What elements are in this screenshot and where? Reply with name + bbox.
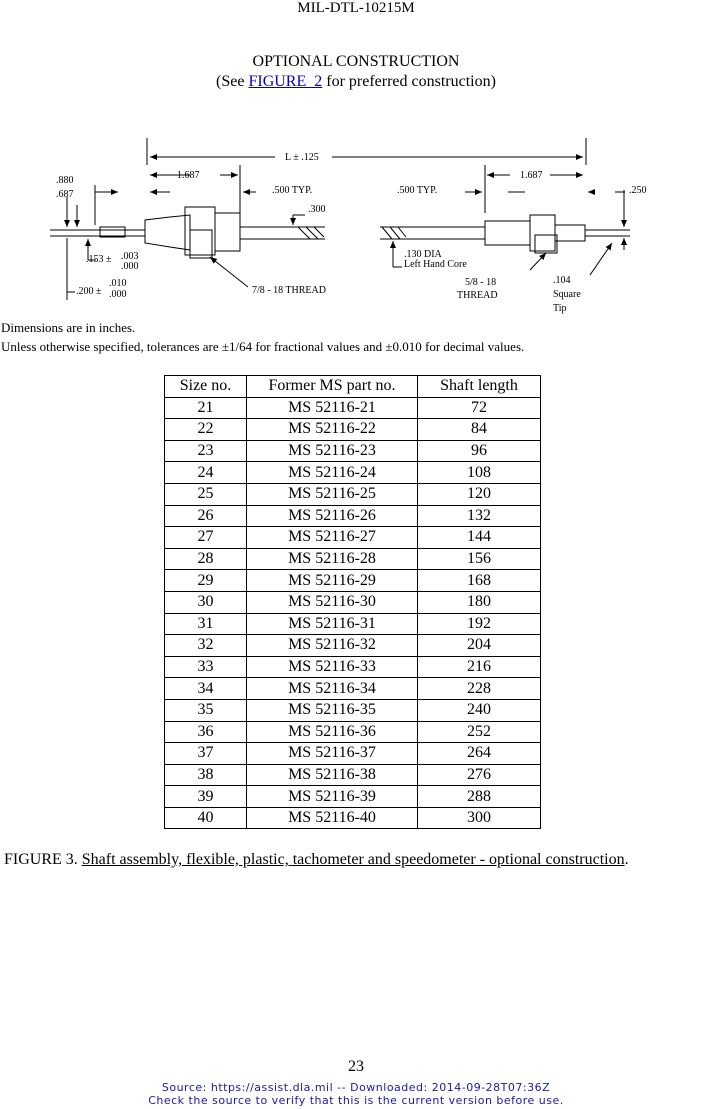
cell-size-no: 34 [165,678,247,700]
table-header-row [165,376,541,398]
source-line-1: Source: https://assist.dla.mil -- Downloaded: 2014-09-28T07:36Z [161,1081,551,1094]
table-row [165,397,541,419]
cell-former-ms-part-no: MS 52116-27 [247,527,418,549]
cell-former-ms-part-no: MS 52116-29 [247,570,418,592]
table-row [165,721,541,743]
cell-shaft-length: 120 [418,483,541,505]
table-row [165,462,541,484]
cell-former-ms-part-no: MS 52116-37 [247,743,418,765]
cell-former-ms-part-no: MS 52116-21 [247,397,418,419]
label-left-length: 1.687 [177,170,200,181]
note-units: Dimensions are in inches. [1,320,136,335]
cell-former-ms-part-no: MS 52116-30 [247,591,418,613]
cell-size-no: 28 [165,548,247,570]
cell-former-ms-part-no: MS 52116-26 [247,505,418,527]
cell-shaft-length: 144 [418,527,541,549]
label-880: .880 [56,175,74,186]
cell-shaft-length: 96 [418,440,541,462]
label-tip-3: Tip [553,303,567,314]
cell-size-no: 26 [165,505,247,527]
cell-former-ms-part-no: MS 52116-28 [247,548,418,570]
label-core-dia: .130 DIA [404,249,442,260]
caption-suffix: . [624,851,629,868]
cell-shaft-length: 240 [418,699,541,721]
cell-size-no: 30 [165,591,247,613]
cell-shaft-length: 72 [418,397,541,419]
cell-size-no: 36 [165,721,247,743]
cell-former-ms-part-no: MS 52116-22 [247,419,418,441]
label-right-length: 1.687 [520,170,543,181]
label-153: .153 ± [86,254,112,265]
cell-size-no: 39 [165,786,247,808]
figure-caption [4,851,629,869]
subheading-suffix: for preferred construction) [322,73,496,90]
table-row [165,699,541,721]
label-250: .250 [629,185,647,196]
cell-former-ms-part-no: MS 52116-36 [247,721,418,743]
table-row [165,786,541,808]
cell-size-no: 25 [165,483,247,505]
cell-former-ms-part-no: MS 52116-40 [247,807,418,829]
cell-shaft-length: 228 [418,678,541,700]
cell-size-no: 40 [165,807,247,829]
header-former-ms-part-no: Former MS part no. [247,376,418,398]
cell-shaft-length: 216 [418,656,541,678]
page-number: 23 [348,1058,364,1075]
cell-shaft-length: 192 [418,613,541,635]
document-id: MIL-DTL-10215M [297,0,415,16]
table-row [165,548,541,570]
label-overall-length: L ± .125 [285,152,319,163]
label-200-lower: .000 [109,289,127,300]
table-row [165,764,541,786]
table-row [165,613,541,635]
section-subheading [0,73,712,91]
label-thread-right-1: 5/8 - 18 [465,277,497,288]
label-tip-2: Square [553,289,581,300]
header-shaft-length: Shaft length [418,376,541,398]
label-300: .300 [308,204,326,215]
table-row [165,591,541,613]
cell-former-ms-part-no: MS 52116-32 [247,635,418,657]
table-row [165,527,541,549]
label-left-typ: .500 TYP. [272,185,313,196]
cell-size-no: 35 [165,699,247,721]
table-row [165,743,541,765]
cell-shaft-length: 180 [418,591,541,613]
cell-former-ms-part-no: MS 52116-31 [247,613,418,635]
cell-former-ms-part-no: MS 52116-34 [247,678,418,700]
table-row [165,505,541,527]
table-row [165,656,541,678]
table-body [165,397,541,829]
subheading-prefix: (See [216,73,249,90]
cell-shaft-length: 276 [418,764,541,786]
label-687: .687 [56,189,74,200]
cell-shaft-length: 132 [418,505,541,527]
label-200: .200 ± [76,286,102,297]
label-tip-1: .104 [553,275,571,286]
source-line-2: Check the source to verify that this is the current version before use. [148,1094,564,1107]
figure-2-link[interactable]: FIGURE_2 [248,73,323,90]
cell-former-ms-part-no: MS 52116-35 [247,699,418,721]
table-row [165,440,541,462]
cell-size-no: 22 [165,419,247,441]
shaft-assembly-drawing [40,135,660,320]
cell-former-ms-part-no: MS 52116-25 [247,483,418,505]
cell-former-ms-part-no: MS 52116-23 [247,440,418,462]
table-row [165,483,541,505]
cell-shaft-length: 156 [418,548,541,570]
caption-prefix: FIGURE 3. [4,851,82,868]
cell-shaft-length: 84 [418,419,541,441]
label-153-upper: .003 [121,251,139,262]
cell-former-ms-part-no: MS 52116-33 [247,656,418,678]
label-153-lower: .000 [121,261,139,272]
cell-shaft-length: 288 [418,786,541,808]
cell-former-ms-part-no: MS 52116-24 [247,462,418,484]
cell-shaft-length: 264 [418,743,541,765]
cell-shaft-length: 168 [418,570,541,592]
cell-size-no: 38 [165,764,247,786]
cell-size-no: 24 [165,462,247,484]
cell-shaft-length: 252 [418,721,541,743]
cell-size-no: 27 [165,527,247,549]
label-thread-right-2: THREAD [457,290,498,301]
size-table [164,375,541,829]
cell-size-no: 32 [165,635,247,657]
label-right-typ: .500 TYP. [397,185,438,196]
note-tolerances: Unless otherwise specified, tolerances are ±1/64 for fractional values and ±0.010 for decimal values. [1,339,525,354]
label-thread-left: 7/8 - 18 THREAD [252,285,326,296]
table-row [165,635,541,657]
cell-size-no: 29 [165,570,247,592]
label-200-upper: .010 [109,278,127,289]
cell-size-no: 37 [165,743,247,765]
cell-shaft-length: 108 [418,462,541,484]
cell-former-ms-part-no: MS 52116-38 [247,764,418,786]
cell-size-no: 21 [165,397,247,419]
cell-former-ms-part-no: MS 52116-39 [247,786,418,808]
label-core-desc: Left Hand Core [404,259,467,270]
table-row [165,678,541,700]
cell-shaft-length: 300 [418,807,541,829]
table-row [165,570,541,592]
section-heading: OPTIONAL CONSTRUCTION [252,53,460,70]
cell-size-no: 33 [165,656,247,678]
cell-size-no: 31 [165,613,247,635]
cell-size-no: 23 [165,440,247,462]
table-row [165,419,541,441]
table-row [165,807,541,829]
header-size-no: Size no. [165,376,247,398]
caption-title: Shaft assembly, flexible, plastic, tachometer and speedometer - optional construction [81,851,625,868]
cell-shaft-length: 204 [418,635,541,657]
